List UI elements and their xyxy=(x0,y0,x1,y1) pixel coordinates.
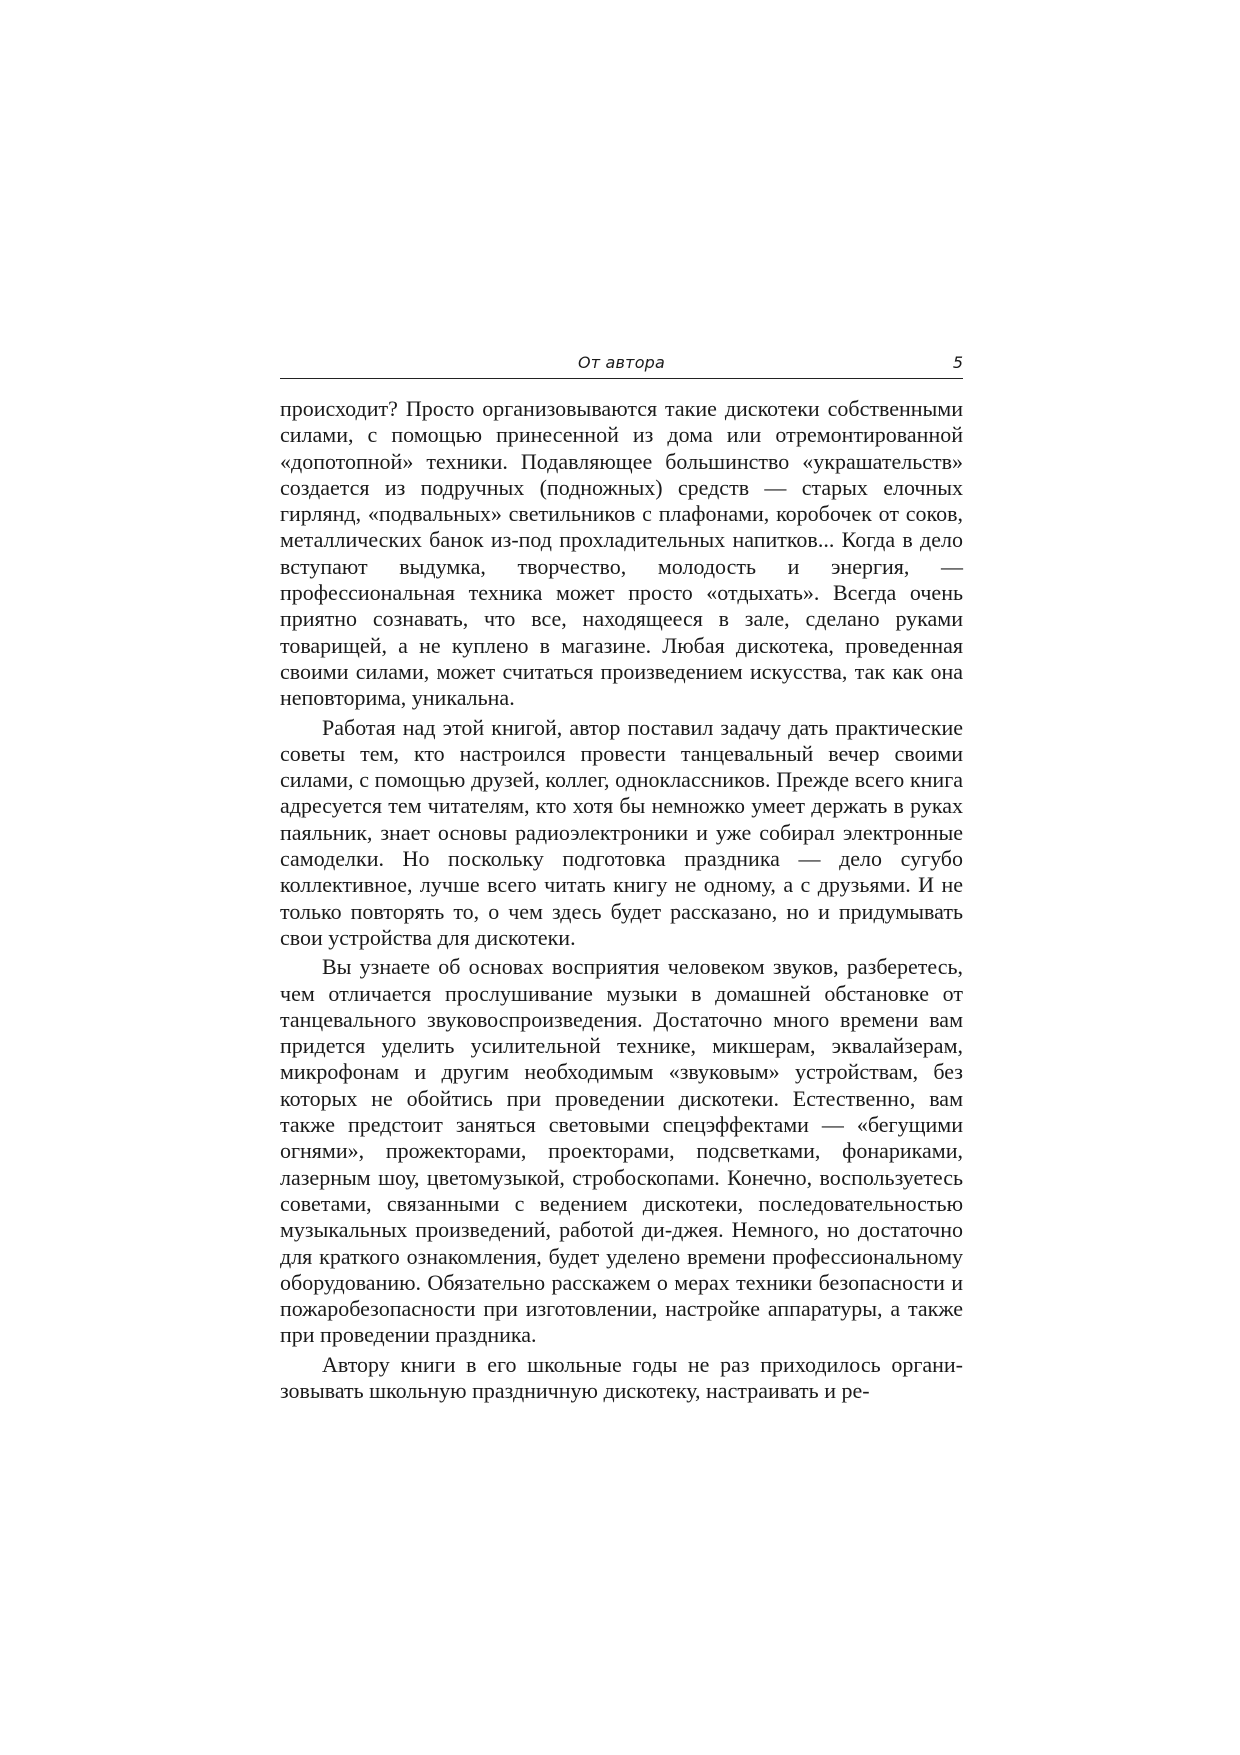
running-header xyxy=(280,352,963,379)
paragraph-continuation: происходит? Просто организовываются такие дискотеки собственными силами, с помощью принесенной из дома или отремонтированной «допотопной» техники. Подавляющее большинство «украшательств» создается из подручных (подножных) средств — старых елочных гирлянд, «подвальных» светильников с плафонами, коробочек от соков, металлических банок из-под прохладительных напитков... Когда в дело вступают выдумка, творчество, молодость и энергия, — профессиональная техника может просто «отдыхать». Всегда очень приятно сознавать, что все, находящееся в зале, сделано руками товарищей, а не куплено в магазине. Любая дискотека, проведенная своими силами, может считаться произведением искусства, так как она неповторима, уникальна. xyxy=(280,396,963,711)
book-page xyxy=(280,0,963,1755)
paragraph: Работая над этой книгой, автор поставил задачу дать практические советы тем, кто настроился провести танцевальный вечер своими силами, с помощью друзей, коллег, одноклассников. Прежде всего книга адресуется тем читателям, кто хотя бы немножко умеет держать в руках паяльник, знает основы радиоэлектроники и уже собирал электронные самоделки. Но поскольку подготовка праздника — дело сугубо коллективное, лучше всего читать книгу не одному, а с друзьями. И не только повторять то, о чем здесь будет рассказано, но и придумывать свои устройства для дискотеки. xyxy=(280,714,963,950)
paragraph: Автору книги в его школьные годы не раз приходилось организовывать школьную праздничную дискотеку, настраивать и ре- xyxy=(280,1351,963,1403)
body-text xyxy=(280,396,963,1407)
paragraph: Вы узнаете об основах восприятия человеком звуков, разберетесь, чем отличается прослушивание музыки в домашней обстановке от танцевального звуковоспроизведения. Достаточно много времени вам придется уделить усилительной технике, микшерам, эквалайзерам, микрофонам и другим необходимым «звуковым» устройствам, без которых не обойтись при проведении дискотеки. Естественно, вам также предстоит заняться световыми спецэффектами — «бегущими огнями», прожекторами, проекторами, подсветками, фонариками, лазерным шоу, цветомузыкой, стробоскопами. Конечно, воспользуетесь советами, связанными с ведением дискотеки, последовательностью музыкальных произведений, работой ди-джея. Немного, но достаточно для краткого ознакомления, будет уделено времени профессиональному оборудованию. Обязательно расскажем о мерах техники безопасности и пожаробезопасности при изготовлении, настройке аппаратуры, а также при проведении праздника. xyxy=(280,954,963,1348)
running-title: От автора xyxy=(577,353,666,372)
page-number: 5 xyxy=(952,353,963,372)
